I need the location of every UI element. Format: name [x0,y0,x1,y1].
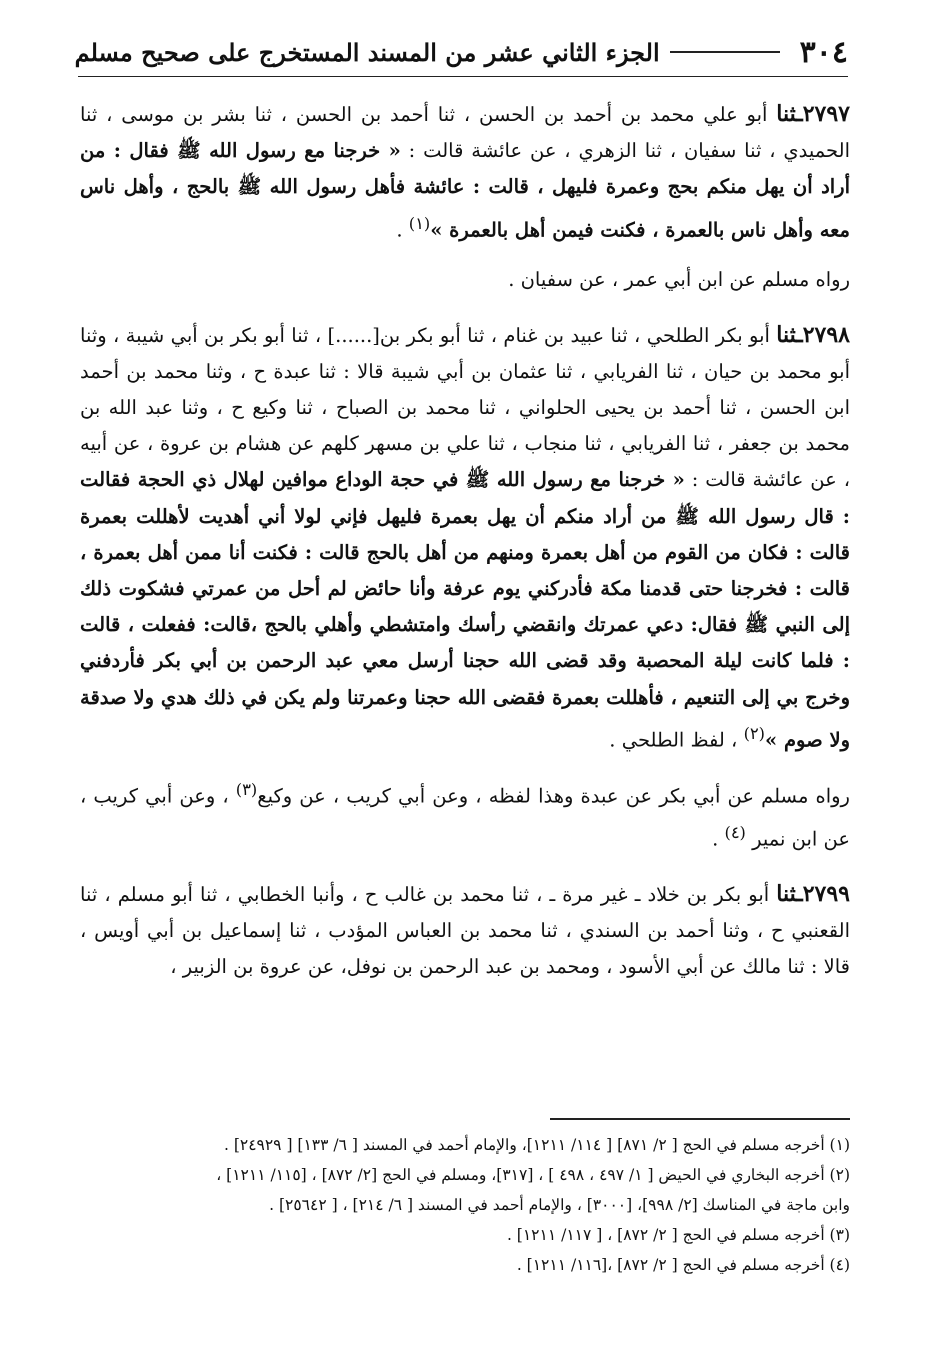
header-rule [670,51,780,53]
footnote-4: (٤) أخرجه مسلم في الحج [ ٢/ ٨٧٢] ،[١١٦/ ١٢١١] . [516,1255,850,1274]
footnote-rule [550,1118,850,1120]
footnote-ref: (١) [408,213,431,233]
hadith-2797 [80,96,850,248]
footnote-3: (٣) أخرجه مسلم في الحج [ ٢/ ٨٧٢] ، [ ١١٧/ ١٢١١] . [506,1225,850,1244]
footnotes [78,1118,850,1280]
thana-word: ثنا [776,101,797,127]
footnote-ref: (٣) [235,780,258,800]
footnote-2-cont: وابن ماجة في المناسك [٢/ ٩٩٨]، [٣٠٠٠] ، والإمام أحمد في المسند [ ٦/ ٢١٤] ، [ ٢٥٦٤٢] . [269,1195,850,1214]
hadith-number: ٢٧٩٨ـ [796,321,850,348]
hadith-number: ٢٧٩٧ـ [796,101,850,127]
running-header [74,28,848,77]
hadith-2797-report: رواه مسلم عن ابن أبي عمر ، عن سفيان . [508,268,850,292]
main-text [80,96,850,999]
isnad: أبو بكر الطلحي ، ثنا عبيد بن غنام ، ثنا أبو بكر بن[......] ، ثنا أبو بكر بن أبي شيبة ، وثنا أبو محمد بن حيان ، ثنا الفريابي ، ثنا عثمان بن أبي شيبة قالا : ثنا عبدة ح ، وثنا محمد بن أحمد ابن الحسن ، ثنا أحمد بن يحيى الحلواني ، ثنا محمد بن الصباح ، ثنا وكيع ح ، وثنا عبد الله بن محمد بن جعفر ، ثنا الفريابي ، ثنا منجاب ، ثنا علي بن مسهر كلهم عن هشام بن عروة ، عن أبيه ، عن عائشة قالت : [80,323,850,492]
hadith-2798 [80,317,850,759]
report-text: ، وعن أبي كريب ، عن ابن نمير [80,784,850,851]
page-title: الجزء الثاني عشر من المسند المستخرج على صحيح مسلم [74,37,660,67]
hadith-number: ٢٧٩٩ـ [796,880,850,907]
matn: « خرجنا مع رسول الله ﷺ فقال : من أراد أن يهل منكم بحج وعمرة فليهل ، قالت : عائشة فأهل رسول الله ﷺ بالحج ، وأهل ناس معه وأهل ناس بالعمرة ، فكنت فيمن أهل بالعمرة » [80,139,850,242]
hadith-2799 [80,876,850,986]
matn: « خرجنا مع رسول الله ﷺ في حجة الوداع موافين لهلال ذي الحجة فقالت : قال رسول الله ﷺ من أراد منكم أن يهل بعمرة فليهل فإني لولا أني أهديت لأهللت بعمرة قالت : فكان من القوم من أهل بعمرة ومنهم من أهل بالحج قالت : فكنت أنا ممن أهل بعمرة ، قالت : فخرجنا حتى قدمنا مكة فأدركني يوم عرفة وأنا حائض لم أحل من عمرتي فشكوت ذلك إلى النبي ﷺ فقال: دعي عمرتك وانقضي رأسك وامتشطي وأهلي بالحج ،قالت: ففعلت ، قالت : فلما كانت ليلة المحصبة وقد قضى الله حجنا أرسل معي عبد الرحمن بن أبي بكر فأردفني وخرج بي إلى التنعيم ، فأهللت بعمرة فقضى الله حجنا وعمرتنا ولم يكن في ذلك هدي ولا صدقة ولا صوم » [80,468,850,752]
thana-word: ثنا [776,321,797,348]
thana-word: ثنا [776,880,797,907]
footnote-1: (١) أخرجه مسلم في الحج [ ٢/ ٨٧١] [ ١١٤/ ١٢١١]، والإمام أحمد في المسند [ ٦/ ١٣٣] [ ٢٤٩٢٩] . [223,1135,850,1154]
page-number: ٣٠٤ [799,34,848,70]
report-end: . [712,827,725,851]
footnote-ref: (٢) [743,723,765,743]
hadith-end: . [396,218,409,242]
footnote-ref: (٤) [724,823,746,843]
hadith-end: ، لفظ الطلحي . [609,728,744,752]
isnad: أبو بكر بن خلاد ـ غير مرة ـ ، ثنا محمد بن غالب ح ، وأنبا الخطابي ، ثنا أبو مسلم ، ثنا القعنبي ح ، وثنا أحمد بن السندي ، ثنا محمد بن العباس المؤدب ، ثنا إسماعيل بن أبي أويس ، قالا : ثنا مالك عن أبي الأسود ، ومحمد بن عبد الرحمن بن نوفل، عن عروة بن الزبير ، [80,882,850,979]
isnad: أبو علي محمد بن أحمد بن الحسن ، ثنا أحمد بن الحسن ، ثنا بشر بن موسى ، ثنا الحميدي ، ثنا سفيان ، ثنا الزهري ، عن عائشة قالت : [80,103,850,163]
footnote-2: (٢) أخرجه البخاري في الحيض [ ١/ ٤٩٧ ، ٤٩٨ ] ، [٣١٧]، ومسلم في الحج [٢/ ٨٧٢] ، [١١٥/ ١٢١١] ، [216,1165,850,1184]
report-text: رواه مسلم عن أبي بكر عن عبدة وهذا لفظه ، وعن أبي كريب ، عن وكيع [257,784,850,808]
hadith-2798-report [80,772,850,857]
